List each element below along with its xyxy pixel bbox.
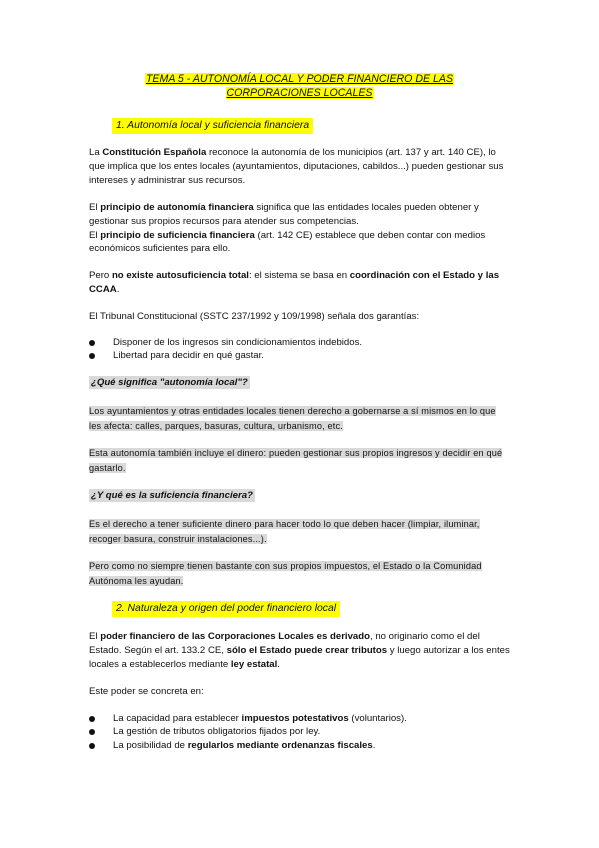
text: El [89, 202, 101, 213]
bold-text: poder financiero de las Corporaciones Locales es derivado [100, 631, 370, 642]
text: , no originario como el del Estado. Según el art. 133.2 CE, [89, 631, 480, 656]
text: . [277, 658, 280, 670]
bullet-icon [89, 716, 95, 722]
bold-text: ley estatal [230, 658, 278, 670]
text: reconoce la autonomía de los municipios (art. 137 y art. 140 CE), lo que implica que los entes locales (ayuntamientos, diputaciones, cabildos...) pueden gestionar sus intereses y administrar sus recursos. [89, 147, 504, 186]
text: significa que las entidades locales pueden obtener y gestionar sus propios recursos para atender sus competencias. [89, 202, 479, 227]
answer-suficiencia-2 [89, 559, 510, 588]
bullet-icon [89, 340, 95, 346]
text: Pero [89, 270, 112, 281]
text: Los ayuntamientos y otras entidades locales tienen derecho a gobernarse a sí mismos en lo que les afecta: calles, parques, basuras, cultura, urbanismo, etc. [89, 406, 496, 431]
text: Esta autonomía también incluye el dinero: pueden gestionar sus propios ingresos y decidir en qué gastarlo. [89, 448, 503, 473]
list-item [89, 739, 510, 752]
powers-list [89, 712, 510, 752]
bold-text: principio de autonomía financiera [100, 202, 254, 213]
text: Pero como no siempre tienen bastante con sus propios impuestos, el Estado o la Comunidad Autónoma les ayudan. [89, 561, 482, 586]
text: (art. 142 CE) establece que deben contar con medios económicos suficientes para ello. [89, 229, 486, 255]
paragraph-tribunal: El Tribunal Constitucional (SSTC 237/1992 y 109/1998) señala dos garantías: [89, 311, 420, 322]
text: . [372, 739, 376, 751]
answer-autonomia-1 [89, 404, 510, 433]
list-item [89, 712, 510, 725]
text: El [89, 229, 101, 241]
bullet-icon [89, 743, 95, 749]
bold-text: impuestos potestativos [241, 713, 349, 724]
bullet-icon [89, 353, 95, 359]
text: La capacidad para establecer [113, 713, 242, 724]
text: La [89, 147, 103, 158]
answer-autonomia-2 [89, 446, 510, 475]
document-title [89, 72, 510, 100]
title-line-2: CORPORACIONES LOCALES [226, 87, 373, 99]
text: . [116, 283, 120, 295]
list-item [89, 336, 510, 349]
bold-text: regularlos mediante ordenanzas fiscales [187, 739, 373, 751]
question-autonomia-local: ¿Qué significa "autonomía local"? [91, 377, 248, 388]
list-item [89, 725, 510, 738]
paragraph-constitucion [89, 146, 510, 187]
bold-text: no existe autosuficiencia total [111, 270, 249, 281]
list-item-text: Libertad para decidir en qué gastar. [113, 350, 264, 362]
bold-text: principio de suficiencia financiera [100, 229, 255, 241]
bold-text: coordinación con el Estado y las CCAA [89, 270, 500, 295]
text: Es el derecho a tener suficiente dinero para hacer todo lo que deben hacer (limpiar, iluminar, recoger basura, construir instalaciones...). [89, 519, 480, 544]
paragraph-concreta: Este poder se concreta en: [89, 686, 204, 697]
bullet-icon [89, 729, 95, 735]
section-2-heading: 2. Naturaleza y origen del poder financiero local [112, 601, 340, 617]
list-item-text: Disponer de los ingresos sin condicionamientos indebidos. [113, 337, 363, 348]
text: El [89, 631, 101, 642]
paragraph-autonomia-financiera [89, 201, 510, 256]
text: y luego autorizar a los entes locales a establecerlos mediante [89, 644, 510, 670]
bold-text: Constitución Española [102, 147, 207, 158]
bold-text: sólo el Estado puede crear tributos [226, 644, 388, 656]
text: (voluntarios). [348, 713, 407, 724]
paragraph-poder-financiero [89, 630, 510, 671]
text: La gestión de tributos obligatorios fijados por ley. [113, 726, 321, 738]
list-item [89, 349, 510, 362]
title-line-1: TEMA 5 - AUTONOMÍA LOCAL Y PODER FINANCIERO DE LAS [145, 73, 454, 85]
text: La posibilidad de [113, 739, 188, 751]
answer-suficiencia-1 [89, 517, 510, 546]
paragraph-autosuficiencia [89, 269, 510, 297]
guarantees-list [89, 336, 510, 363]
question-suficiencia: ¿Y qué es la suficiencia financiera? [91, 490, 253, 501]
section-1-heading: 1. Autonomía local y suficiencia financiera [112, 118, 313, 134]
text: : el sistema se basa en [248, 270, 350, 281]
